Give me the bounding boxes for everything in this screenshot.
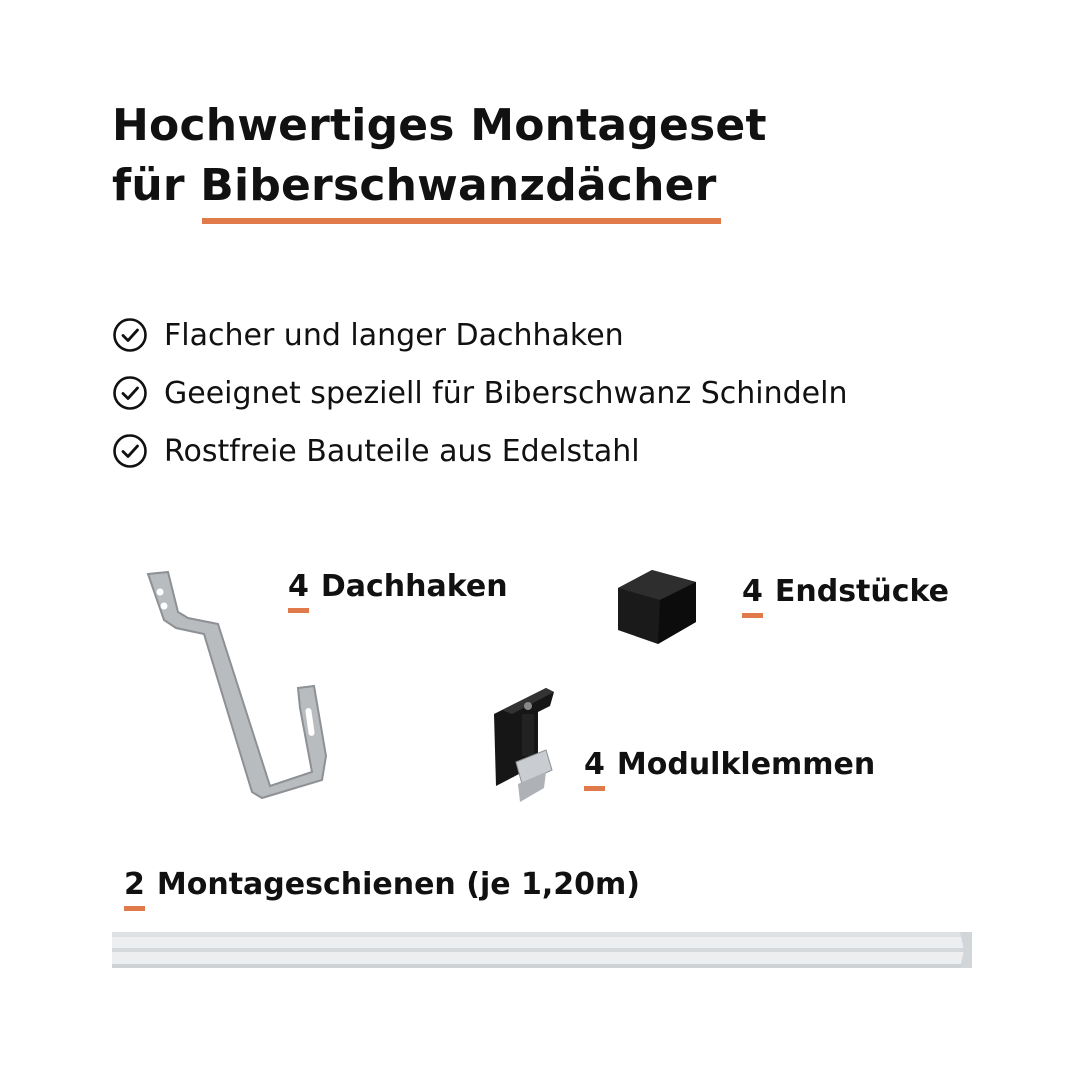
module-clamps-label [584, 745, 875, 785]
roof-hooks-text: Dachhaken [320, 569, 508, 604]
mounting-rail-image [112, 928, 972, 972]
rails-qty: 2 [124, 865, 145, 905]
module-clamps-qty: 4 [584, 745, 605, 785]
end-caps-label [742, 572, 949, 612]
check-circle-icon [112, 317, 148, 353]
feature-item [112, 306, 847, 364]
rails-text: Montageschienen (je 1,20m) [156, 867, 641, 902]
feature-item [112, 364, 847, 422]
feature-text: Geeignet speziell für Biberschwanz Schindeln [164, 375, 848, 411]
page-title [112, 96, 767, 216]
title-highlight: Biberschwanzdächer [200, 156, 716, 216]
check-circle-icon [112, 433, 148, 469]
roof-hooks-label [288, 567, 508, 607]
end-cap-image [612, 566, 708, 650]
roof-hooks-qty: 4 [288, 567, 309, 607]
title-line-2 [112, 156, 767, 216]
feature-list [112, 306, 847, 480]
feature-text: Flacher und langer Dachhaken [164, 317, 624, 353]
module-clamp-image [488, 684, 568, 806]
rails-label [124, 865, 640, 905]
feature-text: Rostfreie Bauteile aus Edelstahl [164, 433, 640, 469]
title-line-1: Hochwertiges Montageset [112, 100, 767, 151]
end-caps-qty: 4 [742, 572, 763, 612]
end-caps-text: Endstücke [774, 574, 950, 609]
module-clamps-text: Modulklemmen [616, 747, 876, 782]
check-circle-icon [112, 375, 148, 411]
feature-item [112, 422, 847, 480]
title-prefix: für [112, 160, 201, 211]
